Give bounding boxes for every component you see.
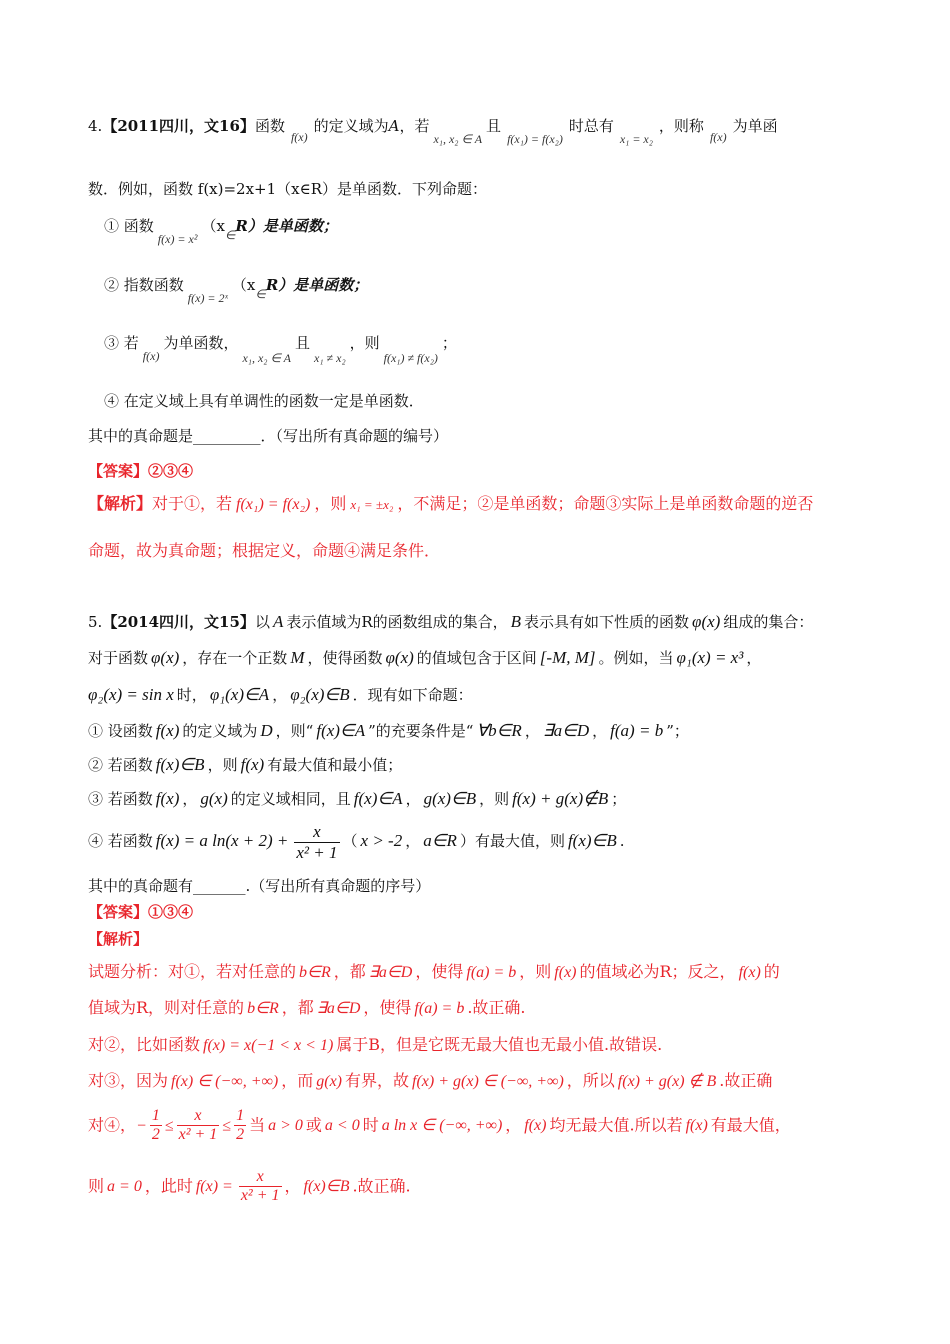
q4-prop4: ④ 在定义域上具有单调性的函数一定是单函数． bbox=[104, 392, 424, 410]
formula: f(x) bbox=[155, 721, 180, 740]
q5-prop4 bbox=[88, 822, 625, 862]
text: 属于B，但是它既无最大值也无最小值.故错误. bbox=[336, 1035, 663, 1054]
text: 有界，故 bbox=[345, 1071, 410, 1090]
text: 则 bbox=[88, 1176, 105, 1196]
text: ， bbox=[524, 722, 540, 740]
fraction bbox=[239, 1168, 282, 1206]
answer-label: 【答案】 bbox=[88, 903, 149, 921]
text: ．现有如下命题： bbox=[352, 686, 473, 704]
formula: b∈R bbox=[247, 1000, 279, 1017]
text: 的值域包含于区间 bbox=[416, 649, 537, 667]
text: ，存在一个正数 bbox=[182, 649, 288, 667]
text: ，若 bbox=[399, 117, 430, 135]
formula: f(x) = x² bbox=[157, 232, 198, 246]
fraction-numerator: 1 bbox=[234, 1107, 246, 1126]
text: ”的充要条件是“ bbox=[368, 722, 474, 740]
text: ，则 bbox=[349, 334, 380, 352]
formula: f(x) bbox=[738, 964, 761, 981]
text: ， bbox=[284, 1176, 301, 1196]
text: 组成的集合： bbox=[723, 613, 814, 631]
fraction-denominator: 2 bbox=[151, 1126, 160, 1144]
text: 为单函数， bbox=[163, 334, 239, 352]
q5-analysis-line3 bbox=[88, 1035, 662, 1055]
q5-prop3 bbox=[88, 789, 626, 809]
formula: f(x) bbox=[142, 349, 160, 363]
q5-analysis-line4 bbox=[88, 1071, 772, 1091]
text: 的值域必为R；反之， bbox=[579, 962, 736, 981]
formula: ∃a∈D bbox=[542, 721, 590, 740]
text: 时 bbox=[362, 1115, 379, 1135]
formula: a ln x ∈ (−∞, +∞) bbox=[381, 1117, 503, 1135]
answer-label: 【答案】 bbox=[88, 462, 149, 480]
var-B: B bbox=[510, 612, 522, 631]
text: ，使得 bbox=[415, 962, 464, 981]
text: 对④， bbox=[88, 1115, 137, 1135]
fraction-numerator: x bbox=[239, 1168, 282, 1187]
formula: f(a) = b bbox=[610, 721, 664, 740]
formula: a > 0 bbox=[268, 1117, 303, 1135]
text: 值域为R，则对任意的 bbox=[88, 998, 245, 1017]
text: 或 bbox=[305, 1115, 322, 1135]
text: ， bbox=[746, 649, 762, 667]
formula: f(x) = 2ˣ bbox=[187, 291, 228, 305]
formula: φ₁(x)∈A bbox=[209, 685, 270, 704]
text: 且 bbox=[295, 334, 311, 352]
text: .故正确. bbox=[352, 1176, 411, 1196]
formula: φ₁(x) = x³ bbox=[676, 648, 744, 667]
var-D: D bbox=[260, 721, 273, 740]
text: （x bbox=[231, 276, 256, 294]
text: ， bbox=[592, 722, 608, 740]
text: ， bbox=[405, 832, 421, 851]
formula: x₁, x₂ ∈ A bbox=[242, 351, 292, 365]
formula: φ(x) bbox=[151, 648, 180, 667]
text: ，则 bbox=[207, 756, 238, 774]
q5-analysis-line1 bbox=[88, 962, 780, 982]
formula: a∈R bbox=[423, 831, 457, 851]
formula: b∈R bbox=[299, 964, 331, 981]
fraction-denominator: x² + 1 bbox=[296, 842, 338, 862]
text: ，都 bbox=[281, 998, 314, 1017]
formula: f(x) bbox=[240, 755, 265, 774]
formula: f(x) + g(x) ∈ (−∞, +∞) bbox=[412, 1073, 564, 1090]
text: ④ 若函数 bbox=[88, 832, 153, 851]
formula: g(x) bbox=[316, 1073, 342, 1090]
text: ，则 bbox=[479, 790, 510, 808]
q4-analysis-line2: 命题，故为真命题；根据定义，命题④满足条件． bbox=[88, 541, 441, 560]
q4-question: 其中的真命题是_________．（写出所有真命题的编号） bbox=[88, 427, 449, 445]
formula: − bbox=[136, 1117, 147, 1135]
formula: f(x) = a ln(x + 2) + bbox=[155, 831, 289, 851]
formula: ≤ bbox=[164, 1117, 174, 1135]
text: R）是单函数； bbox=[265, 276, 369, 294]
formula: ∀b∈R bbox=[476, 721, 522, 740]
text: （x bbox=[201, 217, 225, 235]
text: ② 指数函数 bbox=[104, 276, 184, 294]
q5-line2 bbox=[88, 648, 761, 668]
formula: f(x) + g(x) ∉ B bbox=[617, 1073, 717, 1090]
text: 对于函数 bbox=[88, 649, 149, 667]
q4-prop2 bbox=[104, 276, 369, 305]
formula: ∈ bbox=[224, 228, 236, 242]
formula: f(x) bbox=[524, 1117, 547, 1135]
formula: g(x)∈B bbox=[423, 789, 477, 808]
q4-answer bbox=[88, 462, 193, 480]
formula: ∈ bbox=[255, 287, 266, 301]
text: ③ 若 bbox=[104, 334, 139, 352]
q5-source: 【2014四川，文15】 bbox=[102, 613, 255, 631]
text: ，而 bbox=[281, 1071, 314, 1090]
q5-number: 5. bbox=[88, 613, 103, 631]
text: ，则“ bbox=[275, 722, 314, 740]
text: 对于①，若 bbox=[152, 494, 233, 513]
text: ① 设函数 bbox=[88, 722, 153, 740]
formula: f(x) bbox=[290, 130, 308, 144]
var-M: M bbox=[290, 648, 305, 667]
answer-value: ①③④ bbox=[148, 903, 194, 921]
formula: f(x₁) = f(x₂) bbox=[236, 496, 311, 513]
text: 。例如，当 bbox=[598, 649, 674, 667]
text: .故正确 bbox=[719, 1071, 773, 1090]
formula: f(x)∈B bbox=[567, 831, 617, 851]
formula: x₁, x₂ ∈ A bbox=[433, 132, 483, 146]
formula: f(x) bbox=[685, 1117, 708, 1135]
formula: φ(x) bbox=[385, 648, 414, 667]
fraction-numerator: x bbox=[294, 822, 339, 843]
text: R）是单函数； bbox=[235, 217, 338, 235]
analysis-label: 【解析】 bbox=[88, 494, 153, 513]
fraction-denominator: x² + 1 bbox=[178, 1126, 218, 1144]
q5-prop2 bbox=[88, 755, 402, 775]
formula: φ(x) bbox=[692, 612, 721, 631]
q5-question: 其中的真命题有_______.（写出所有真命题的序号） bbox=[88, 877, 431, 895]
formula: g(x) bbox=[200, 789, 228, 808]
answer-value: ②③④ bbox=[148, 462, 194, 480]
var-A: A bbox=[272, 612, 284, 631]
text: ，此时 bbox=[144, 1176, 193, 1196]
fraction bbox=[177, 1107, 220, 1145]
formula: f(a) = b bbox=[466, 964, 517, 981]
fraction-denominator: 2 bbox=[236, 1126, 245, 1144]
text: ， bbox=[272, 686, 288, 704]
text: ，使得函数 bbox=[307, 649, 383, 667]
formula: f(x)∈B bbox=[303, 1178, 350, 1196]
q4-number: 4. bbox=[88, 117, 103, 135]
text: 的 bbox=[763, 962, 780, 981]
formula: a < 0 bbox=[324, 1117, 360, 1135]
text: 均无最大值.所以若 bbox=[549, 1115, 683, 1135]
text: ，都 bbox=[333, 962, 366, 981]
formula: f(x)∈B bbox=[155, 755, 205, 774]
text: ③ 若函数 bbox=[88, 790, 153, 808]
text: ，则称 bbox=[658, 117, 704, 135]
formula: f(x) = x(−1 < x < 1) bbox=[203, 1037, 334, 1054]
text: ，所以 bbox=[566, 1071, 615, 1090]
text: 有最大值和最小值； bbox=[267, 756, 403, 774]
q4-analysis-line1 bbox=[88, 494, 813, 514]
text: ① 函数 bbox=[104, 217, 154, 235]
q5-line3 bbox=[88, 685, 473, 705]
formula: x₁ = x₂ bbox=[619, 132, 653, 146]
text: 表示具有如下性质的函数 bbox=[524, 613, 690, 631]
formula: a = 0 bbox=[107, 1178, 142, 1196]
q4-line2: 数．例如，函数 f(x)=2x+1（x∈R）是单函数．下列命题： bbox=[88, 180, 488, 198]
text: 为单函 bbox=[732, 117, 778, 135]
formula: x₁ = ±x₂ bbox=[350, 497, 394, 512]
formula: x₁ ≠ x₂ bbox=[314, 351, 346, 365]
fraction bbox=[234, 1107, 246, 1145]
fraction-numerator: 1 bbox=[150, 1107, 162, 1126]
q5-answer bbox=[88, 903, 193, 921]
formula: f(x) bbox=[709, 130, 727, 144]
text: ，则 bbox=[519, 962, 552, 981]
text: 时总有 bbox=[568, 117, 614, 135]
var-A: A bbox=[388, 117, 400, 135]
text: 的定义域为 bbox=[182, 722, 258, 740]
text: ，不满足；②是单函数；命题③实际上是单函数命题的逆否 bbox=[397, 494, 814, 513]
formula: [-M, M] bbox=[539, 648, 596, 667]
text: 对②，比如函数 bbox=[88, 1035, 201, 1054]
q4-prop1 bbox=[104, 217, 338, 246]
formula: φ₂(x) = sin x bbox=[88, 685, 174, 704]
text: 且 bbox=[486, 117, 502, 135]
text: 对③，因为 bbox=[88, 1071, 169, 1090]
text: （ bbox=[342, 832, 358, 851]
text: 时， bbox=[176, 686, 207, 704]
text: 的定义域为 bbox=[313, 117, 389, 135]
text: ， bbox=[505, 1115, 522, 1135]
text: 有最大值， bbox=[710, 1115, 791, 1135]
q5-prop1 bbox=[88, 721, 689, 741]
formula: f(x) bbox=[155, 789, 180, 808]
formula: f(x₁) = f(x₂) bbox=[507, 132, 563, 146]
text: .故正确. bbox=[467, 998, 526, 1017]
text: ② 若函数 bbox=[88, 756, 153, 774]
formula: f(x) + g(x)∉B bbox=[512, 789, 609, 808]
fraction-denominator: x² + 1 bbox=[240, 1187, 280, 1205]
formula: ∃a∈D bbox=[316, 1000, 361, 1017]
text: ； bbox=[441, 334, 457, 352]
formula: f(x₁) ≠ f(x₂) bbox=[383, 351, 438, 365]
formula: f(x)∈A bbox=[316, 721, 366, 740]
text: 以 bbox=[254, 613, 270, 631]
text: ； bbox=[611, 790, 627, 808]
formula: φ₂(x)∈B bbox=[290, 685, 350, 704]
text: . bbox=[619, 832, 625, 851]
text: ，则 bbox=[314, 494, 347, 513]
text: ， bbox=[182, 790, 198, 808]
text: 当 bbox=[249, 1115, 266, 1135]
formula: f(x) bbox=[554, 964, 577, 981]
q5-line1 bbox=[88, 612, 813, 632]
formula: f(a) = b bbox=[414, 1000, 465, 1017]
formula: x > -2 bbox=[360, 831, 403, 851]
text: 试题分析：对①，若对任意的 bbox=[88, 962, 297, 981]
formula: f(x) = bbox=[195, 1178, 233, 1196]
text: 函数 bbox=[254, 117, 285, 135]
formula: f(x)∈A bbox=[353, 789, 403, 808]
fraction bbox=[150, 1107, 162, 1145]
text: ，使得 bbox=[363, 998, 412, 1017]
q5-analysis-line5 bbox=[88, 1107, 791, 1145]
q5-analysis-line2 bbox=[88, 998, 526, 1018]
formula: ∃a∈D bbox=[368, 964, 413, 981]
q5-analysis-line6 bbox=[88, 1168, 411, 1206]
q5-analysis-label: 【解析】 bbox=[88, 930, 149, 948]
formula: ≤ bbox=[222, 1117, 232, 1135]
text: 表示值域为R的函数组成的集合， bbox=[286, 613, 508, 631]
text: ”； bbox=[666, 722, 689, 740]
fraction-numerator: x bbox=[177, 1107, 220, 1126]
formula: f(x) ∈ (−∞, +∞) bbox=[171, 1073, 279, 1090]
q4-source: 【2011四川，文16】 bbox=[102, 117, 255, 135]
text: 的定义域相同，且 bbox=[230, 790, 351, 808]
text: ， bbox=[405, 790, 421, 808]
fraction bbox=[294, 822, 339, 862]
text: ）有最大值，则 bbox=[459, 832, 565, 851]
